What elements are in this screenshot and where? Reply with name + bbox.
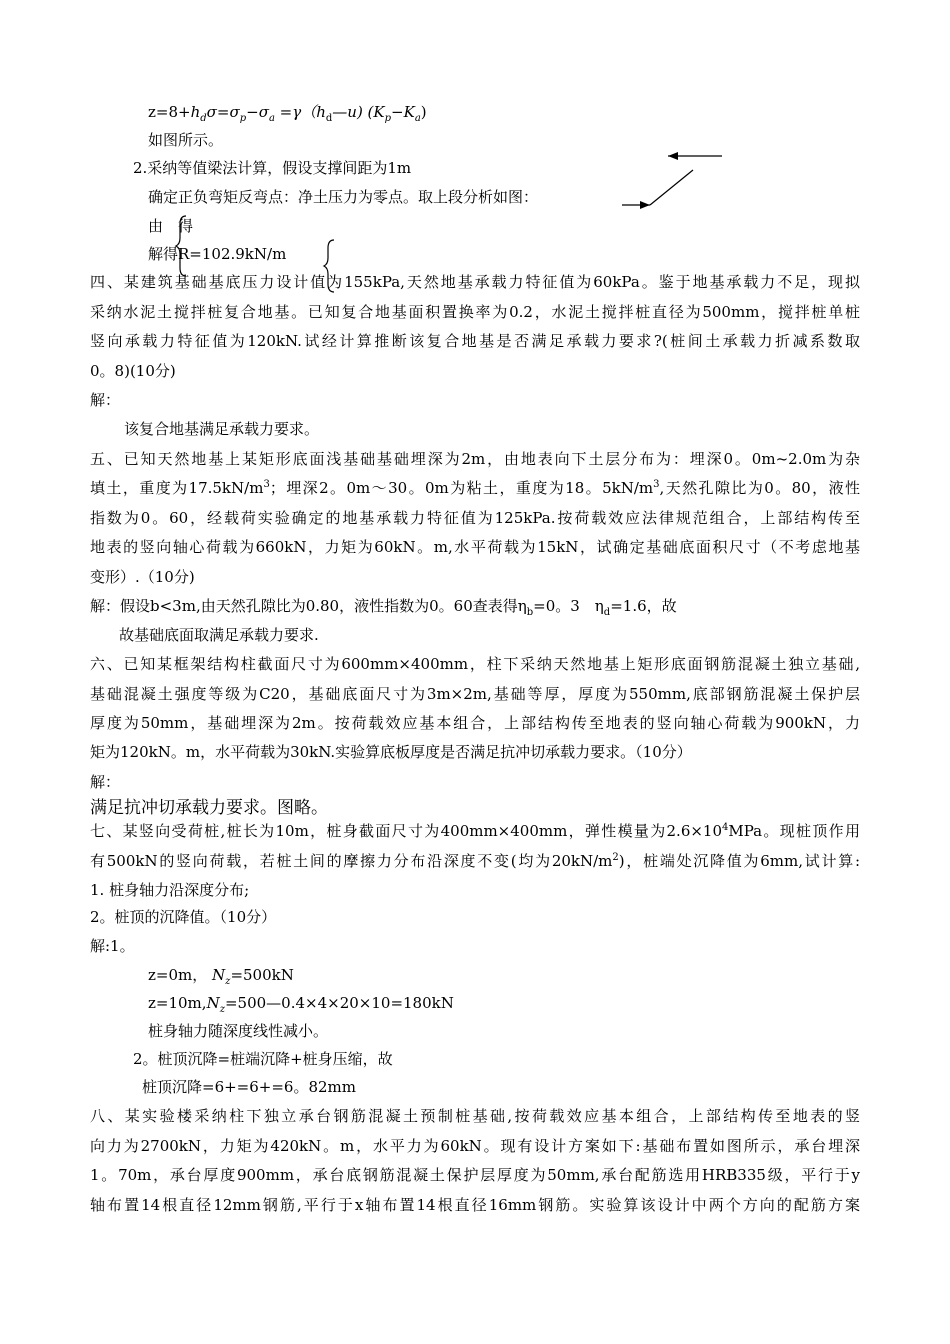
item-2-text: 2.采纳等值梁法计算，假设支撑间距为1m [133,159,412,177]
q5-line-5: 变形）.（10分) [90,568,195,586]
arrow-right-head-icon [640,201,650,209]
q4-line-4: 0。8)(10分) [90,362,176,380]
q4-line-2: 采纳水泥土搅拌桩复合地基。已知复合地基面积置换率为0.2，水泥土搅拌桩直径为500mm，搅拌桩单桩 [90,303,860,321]
arrow-left-head-icon [668,152,678,160]
q7-line-1: 七、某竖向受荷桩,桩长为10m，桩身截面尺寸为400mm×400mm，弹性模量为$2.6\times 10^4MPa$。现桩顶作用 [90,822,860,840]
q6-jie: 解： [90,773,121,791]
q5-line-4: 地表的竖向轴心荷载为660kN，力矩为60kN。m,水平荷载为15kN，试确定基础底面积尺寸（不考虑地基 [90,538,860,556]
inflection-point-text: 确定正负弯矩反弯点：净土压力为零点。取上段分析如图： [148,188,539,206]
q8-line-4: 轴布置14根直径12mm钢筋,平行于x轴布置14根直径16mm钢筋。实验算该设计中两个方向的配筋方案 [90,1196,860,1214]
q5-solution: 解：假设b<3m,由天然孔隙比为0.80，液性指数为0。60查表得$\eta_b=0$。3 $\eta_d=1.6$，故 [90,597,677,618]
earth-pressure-formula: $z=8+h_d\sigma=\sigma_p-\sigma_a$ $=\gamma(h_d—u)$ $(K_p-K_a)$ [148,103,427,124]
q6-answer: 满足抗冲切承载力要求。图略。 [90,798,328,818]
q7-z10: $z=10m,N_z=500—0.4\times 4\times 20\times 10=180kN$ [148,994,454,1015]
q7-z0: z=0m， $N_z=500kN$ [148,966,294,987]
q7-line-2: 有500kN的竖向荷载，若桩土间的摩擦力分布沿深度不变(均为$20kN/m^2$)，桩端处沉降值为6mm,试计算: [90,852,861,870]
q4-answer: 该复合地基满足承载力要求。 [124,420,320,438]
as-shown-text: 如图所示。 [148,131,224,149]
q8-line-3: 1。70m，承台厚度900mm，承台底钢筋混凝土保护层厚度为50mm,承台配筋选用HRB335级，平行于y [90,1166,860,1184]
q7-part-2: 2。桩顶沉降=桩端沉降+桩身压缩，故 [133,1050,393,1068]
diagonal-line [650,170,693,205]
q4-line-3: 竖向承载力特征值为120kN.试经计算推断该复合地基是否满足承载力要求?(桩间土承载力折减系数取 [90,332,860,350]
q7-settlement: 桩顶沉降=6+=6+=6。82mm [142,1078,357,1096]
q6-line-2: 基础混凝土强度等级为C20，基础底面尺寸为3m×2m,基础等厚，厚度为550mm,底部钢筋混凝土保护层 [90,685,860,703]
q5-line-2: 填土，重度为$17.5kN/m^3$；埋深2。0m～30。0m为粘土，重度为18。$5kN/m^3$,天然孔隙比为0。80，液性 [90,479,860,497]
q6-line-1: 六、已知某框架结构柱截面尺寸为600mm×400mm，柱下采纳天然地基上矩形底面钢筋混凝土独立基础, [90,655,860,673]
q4-jie: 解： [90,391,121,409]
q5-conclusion: 故基础底面取满足承载力要求. [119,626,319,644]
solve-r-text: 解得R=102.9kN/m [148,245,287,263]
q8-line-2: 向力为2700kN，力矩为420kN。m，水平力为60kN。现有设计方案如下:基础布置如图所示，承台埋深 [90,1137,860,1155]
q8-line-1: 八、某实验楼采纳柱下独立承台钢筋混凝土预制桩基础,按荷载效应基本组合，上部结构传至地表的竖 [90,1107,860,1125]
q7-line-4: 2。桩顶的沉降值。（10分） [90,908,277,926]
q7-linear: 桩身轴力随深度线性减小。 [148,1022,329,1040]
q7-jie: 解:1。 [90,937,135,955]
q5-line-3: 指数为0。60，经载荷实验确定的地基承载力特征值为125kPa.按荷载效应法律规范组合，上部结构传至 [90,509,860,527]
q6-line-3: 厚度为50mm，基础埋深为2m。按荷载效应基本组合，上部结构传至地表的竖向轴心荷载为900kN，力 [90,714,860,732]
q6-line-4: 矩为120kN。m，水平荷载为30kN.实验算底板厚度是否满足抗冲切承载力要求。（10分） [90,743,692,761]
you-de-text: 由 得 [148,217,194,235]
q5-line-1: 五、已知天然地基上某矩形底面浅基础基础埋深为2m，由地表向下土层分布为：埋深0。0m~2.0m为杂 [90,450,860,468]
q4-line-1: 四、某建筑基础基底压力设计值为155kPa,天然地基承载力特征值为60kPa。鉴于地基承载力不足，现拟 [90,273,860,291]
q7-line-3: 1. 桩身轴力沿深度分布; [90,881,250,899]
brace-left-icon [176,216,186,276]
